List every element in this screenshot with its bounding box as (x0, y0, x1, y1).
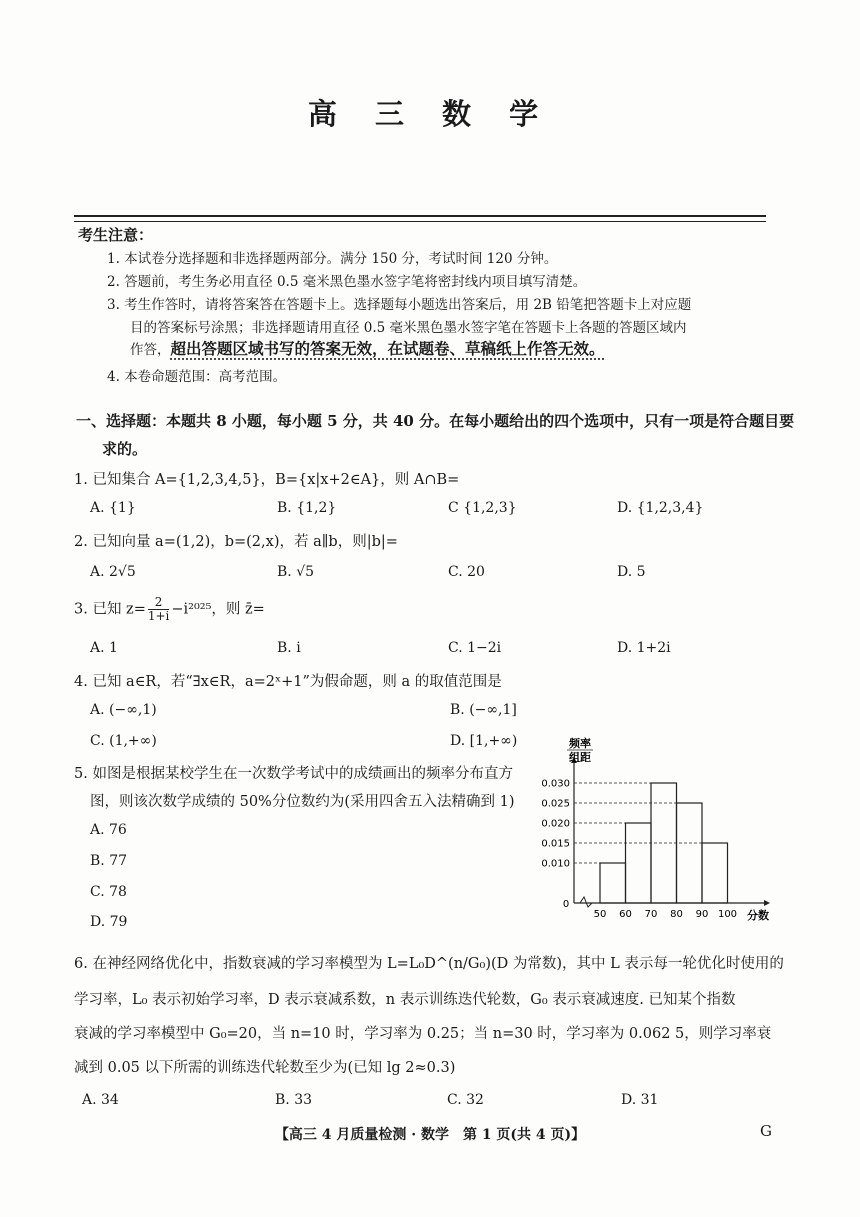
histogram-bar (702, 843, 728, 903)
section-heading-cont: 求的。 (102, 440, 148, 458)
question-4-stem: 4. 已知 a∈R，若“∃x∈R，a=2ˣ+1”为假命题，则 a 的取值范围是 (74, 674, 502, 690)
notice-item-3-end: 作答，超出答题区域书写的答案无效，在试题卷、草稿纸上作答无效。 (130, 339, 605, 358)
header-rule-thick (74, 215, 766, 217)
histogram-chart (532, 733, 782, 923)
y-tick-label: 0.020 (541, 818, 570, 830)
histogram-bar (677, 803, 703, 903)
header-rule-thin (74, 221, 766, 222)
x-label: 分数 (747, 909, 769, 922)
question-6-stem-line3: 衰减的学习率模型中 G₀=20，当 n=10 时，学习率为 0.25；当 n=30 时，学习率为 0.062 5，则学习率衰 (74, 1026, 772, 1042)
q4-option-b: B. (−∞,1] (450, 702, 517, 718)
page-title: 高 三 数 学 (307, 97, 553, 131)
q2-option-a: A. 2√5 (90, 564, 136, 580)
q6-option-a: A. 34 (82, 1092, 119, 1108)
y-tick-label: 0.015 (541, 838, 570, 850)
q3-option-c: C. 1−2i (448, 640, 502, 656)
question-5-stem: 5. 如图是根据某校学生在一次数学考试中的成绩画出的频率分布直方 (74, 766, 513, 782)
notice-item-4: 4. 本卷命题范围：高考范围。 (107, 369, 287, 385)
q1-option-a: A. {1} (90, 500, 136, 516)
question-6-stem: 6. 在神经网络优化中，指数衰减的学习率模型为 L=L₀D^(n/G₀)(D 为常数)，其中 L 表示每一轮优化时使用的 (74, 956, 784, 972)
notice-item-1: 1. 本试卷分选择题和非选择题两部分。满分 150 分，考试时间 120 分钟。 (107, 251, 558, 267)
q1-option-b: B. {1,2} (277, 500, 337, 516)
q6-option-c: C. 32 (447, 1092, 484, 1108)
y-label-top: 频率 (569, 737, 591, 750)
section-heading: 一、选择题：本题共 8 小题，每小题 5 分，共 40 分。在每小题给出的四个选项中，只有一项是符合题目要 (76, 412, 795, 430)
y-tick-label: 0.030 (541, 778, 570, 790)
q3-option-d: D. 1+2i (617, 640, 671, 656)
fraction: $\frac{2}{1+i}$ (147, 595, 170, 623)
q1-option-d: D. {1,2,3,4} (617, 500, 704, 516)
q1-option-c: C {1,2,3} (448, 500, 517, 516)
x-tick-label: 60 (619, 909, 632, 920)
q2-option-b: B. √5 (277, 564, 315, 580)
q2-option-d: D. 5 (617, 564, 646, 580)
question-2-stem: 2. 已知向量 a=(1,2)，b=(2,x)，若 a∥b，则|b|= (74, 534, 398, 550)
histogram-bar (626, 823, 652, 903)
q3-option-b: B. i (277, 640, 301, 656)
origin-label: 0 (562, 899, 570, 910)
q3-option-a: A. 1 (90, 640, 118, 656)
x-tick-label: 70 (644, 909, 658, 920)
q5-option-b: B. 77 (90, 853, 128, 869)
question-6-stem-line2: 学习率，L₀ 表示初始学习率，D 表示衰减系数，n 表示训练迭代轮数，G₀ 表示衰减速度. 已知某个指数 (74, 992, 736, 1008)
q4-option-a: A. (−∞,1) (90, 702, 157, 718)
q4-option-c: C. (1,+∞) (90, 733, 157, 749)
q5-option-d: D. 79 (90, 914, 128, 930)
notice-item-2: 2. 答题前，考生务必用直径 0.5 毫米黑色墨水签字笔将密封线内项目填写清楚。 (107, 274, 587, 290)
y-tick-label: 0.025 (541, 798, 570, 810)
notice-item-3: 3. 考生作答时，请将答案答在答题卡上。选择题每小题选出答案后，用 2B 铅笔把答题卡上对应题 (107, 297, 692, 313)
x-tick-label: 50 (593, 909, 607, 920)
question-6-stem-line4: 减到 0.05 以下所需的训练迭代轮数至少为(已知 lg 2≈0.3) (74, 1060, 456, 1076)
page-code: G (760, 1122, 772, 1140)
q5-option-a: A. 76 (90, 822, 127, 838)
x-axis-arrow (764, 900, 770, 906)
x-tick-label: 90 (695, 909, 709, 920)
y-label-bottom: 组距 (569, 751, 591, 764)
q6-option-d: D. 31 (621, 1092, 659, 1108)
question-1-stem: 1. 已知集合 A={1,2,3,4,5}，B={x|x+2∈A}，则 A∩B= (74, 472, 460, 488)
question-5-stem-cont: 图，则该次数学成绩的 50%分位数约为(采用四舍五入法精确到 1) (90, 794, 515, 810)
page-footer: 【高三 4 月质量检测 · 数学 第 1 页(共 4 页)】 (274, 1127, 586, 1143)
x-tick-label: 80 (670, 909, 683, 920)
q4-option-d: D. [1,+∞) (450, 733, 518, 749)
histogram-bar (600, 863, 626, 903)
q2-option-c: C. 20 (448, 564, 485, 580)
y-tick-label: 0.010 (541, 858, 570, 870)
x-tick-label: 100 (717, 909, 738, 920)
question-3-stem: 3. 已知 z= $\frac{2}{1+i}$ −i²⁰²⁵，则 z̄= (74, 595, 265, 623)
q5-option-c: C. 78 (90, 884, 127, 900)
axis-break (580, 897, 592, 907)
notice-item-3-cont: 目的答案标号涂黑；非选择题请用直径 0.5 毫米黑色墨水签字笔在答题卡上各题的答题区域内 (130, 320, 687, 336)
notice-heading: 考生注意： (78, 226, 154, 244)
notice-emphasis: 超出答题区域书写的答案无效，在试题卷、草稿纸上作答无效。 (170, 339, 605, 358)
q6-option-b: B. 33 (275, 1092, 313, 1108)
